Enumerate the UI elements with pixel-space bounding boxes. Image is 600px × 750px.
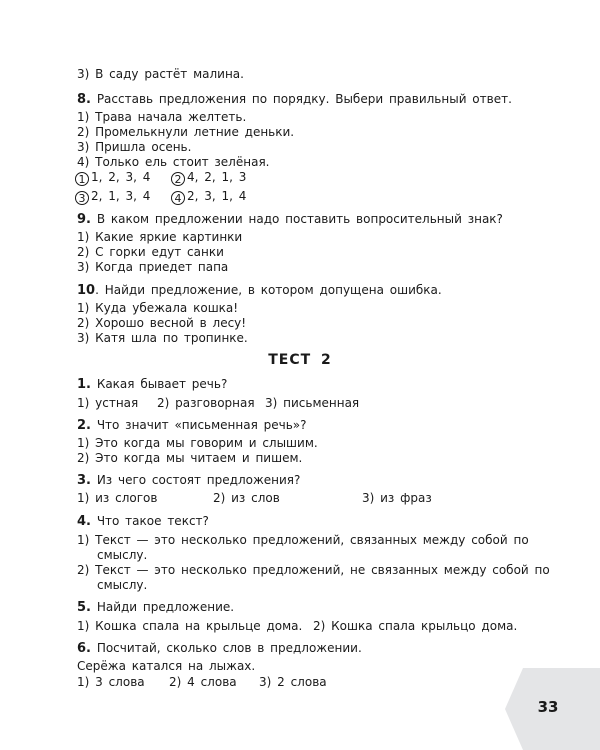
t3-option-3[interactable]: 3) из фраз — [362, 491, 432, 505]
question-text: В каком предложении надо поставить вопросительный знак? — [96, 212, 503, 226]
t2-option-2[interactable]: 2) Это когда мы читаем и пишем. — [77, 451, 303, 465]
question-text: Что значит «письменная речь»? — [96, 418, 307, 432]
t4-option-2-line-1[interactable]: 2) Текст — это несколько предложений, не связанных между собой по — [77, 563, 550, 577]
t5-option-2[interactable]: 2) Кошка спала крыльцо дома. — [313, 619, 518, 633]
circled-number: 1 — [75, 172, 89, 186]
question-text: Что такое текст? — [96, 514, 209, 528]
page-number: 33 — [537, 698, 559, 716]
question-number-dot: . — [95, 283, 99, 297]
t4-option-2-line-2: смыслу. — [97, 578, 148, 592]
circled-number: 2 — [171, 172, 185, 186]
question-text: Найди предложение. — [96, 600, 235, 614]
t6-options-row — [77, 675, 377, 689]
question-text: Посчитай, сколько слов в предложении. — [96, 641, 362, 655]
q8-answer-option[interactable] — [75, 170, 150, 186]
question-number: 9. — [77, 212, 91, 227]
test2-question-5 — [77, 600, 234, 615]
t3-options-row — [77, 491, 497, 505]
t1-option-2[interactable]: 2) разговорная — [157, 396, 255, 410]
question-number: 2. — [77, 418, 91, 433]
t5-option-1[interactable]: 1) Кошка спала на крыльце дома. — [77, 619, 303, 633]
q8-answer-option[interactable] — [171, 170, 246, 186]
t6-option-3[interactable]: 3) 2 слова — [259, 675, 327, 689]
q8-sentence-3: 3) Пришла осень. — [77, 140, 192, 154]
test2-question-4 — [77, 514, 209, 529]
q8-answer-row-1 — [75, 170, 375, 186]
q8-answer-option[interactable] — [171, 189, 246, 205]
question-number: 1. — [77, 377, 91, 392]
t3-option-2[interactable]: 2) из слов — [213, 491, 280, 505]
t6-sentence: Серёжа катался на лыжах. — [77, 659, 256, 673]
answer-text: 2, 3, 1, 4 — [187, 189, 247, 203]
t2-option-1[interactable]: 1) Это когда мы говорим и слышим. — [77, 436, 318, 450]
question-number: 6. — [77, 641, 91, 656]
t3-option-1[interactable]: 1) из слогов — [77, 491, 158, 505]
q9-option-2[interactable]: 2) С горки едут санки — [77, 245, 224, 259]
test2-question-3 — [77, 473, 300, 488]
test2-question-6 — [77, 641, 362, 656]
question-number: 4. — [77, 514, 91, 529]
t1-option-1[interactable]: 1) устная — [77, 396, 139, 410]
q10-option-2[interactable]: 2) Хорошо весной в лесу! — [77, 316, 247, 330]
question-number: 5. — [77, 600, 91, 615]
q9-option-1[interactable]: 1) Какие яркие картинки — [77, 230, 243, 244]
circled-number: 3 — [75, 191, 89, 205]
q8-sentence-4: 4) Только ель стоит зелёная. — [77, 155, 270, 169]
question-text: Найди предложение, в котором допущена ошибка. — [104, 283, 442, 297]
prev-question-option-3: 3) В саду растёт малина. — [77, 67, 244, 81]
t1-options-row — [77, 396, 397, 410]
q10-option-1[interactable]: 1) Куда убежала кошка! — [77, 301, 239, 315]
question-10 — [77, 283, 442, 298]
q8-answer-option[interactable] — [75, 189, 150, 205]
q8-sentence-1: 1) Трава начала желтеть. — [77, 110, 247, 124]
t4-option-1-line-1[interactable]: 1) Текст — это несколько предложений, связанных между собой по — [77, 533, 529, 547]
t1-option-3[interactable]: 3) письменная — [265, 396, 360, 410]
question-8 — [77, 92, 512, 107]
answer-text: 1, 2, 3, 4 — [91, 170, 151, 184]
t6-option-1[interactable]: 1) 3 слова — [77, 675, 145, 689]
test2-question-1 — [77, 377, 227, 392]
question-text: Какая бывает речь? — [96, 377, 228, 391]
circled-number: 4 — [171, 191, 185, 205]
answer-text: 4, 2, 1, 3 — [187, 170, 247, 184]
answer-text: 2, 1, 3, 4 — [91, 189, 151, 203]
question-number: 3. — [77, 473, 91, 488]
question-number: 10 — [77, 283, 96, 298]
test2-question-2 — [77, 418, 307, 433]
q8-answer-row-2 — [75, 189, 375, 205]
t6-option-2[interactable]: 2) 4 слова — [169, 675, 237, 689]
t5-options-row — [77, 619, 517, 633]
q9-option-3[interactable]: 3) Когда приедет папа — [77, 260, 229, 274]
q8-sentence-2: 2) Промелькнули летние деньки. — [77, 125, 295, 139]
t4-option-1-line-2: смыслу. — [97, 548, 148, 562]
question-text: Из чего состоят предложения? — [96, 473, 301, 487]
q10-option-3[interactable]: 3) Катя шла по тропинке. — [77, 331, 248, 345]
question-text: Расставь предложения по порядку. Выбери правильный ответ. — [96, 92, 512, 106]
test-title: ТЕСТ 2 — [268, 352, 332, 368]
question-9 — [77, 212, 503, 227]
question-number: 8. — [77, 92, 91, 107]
